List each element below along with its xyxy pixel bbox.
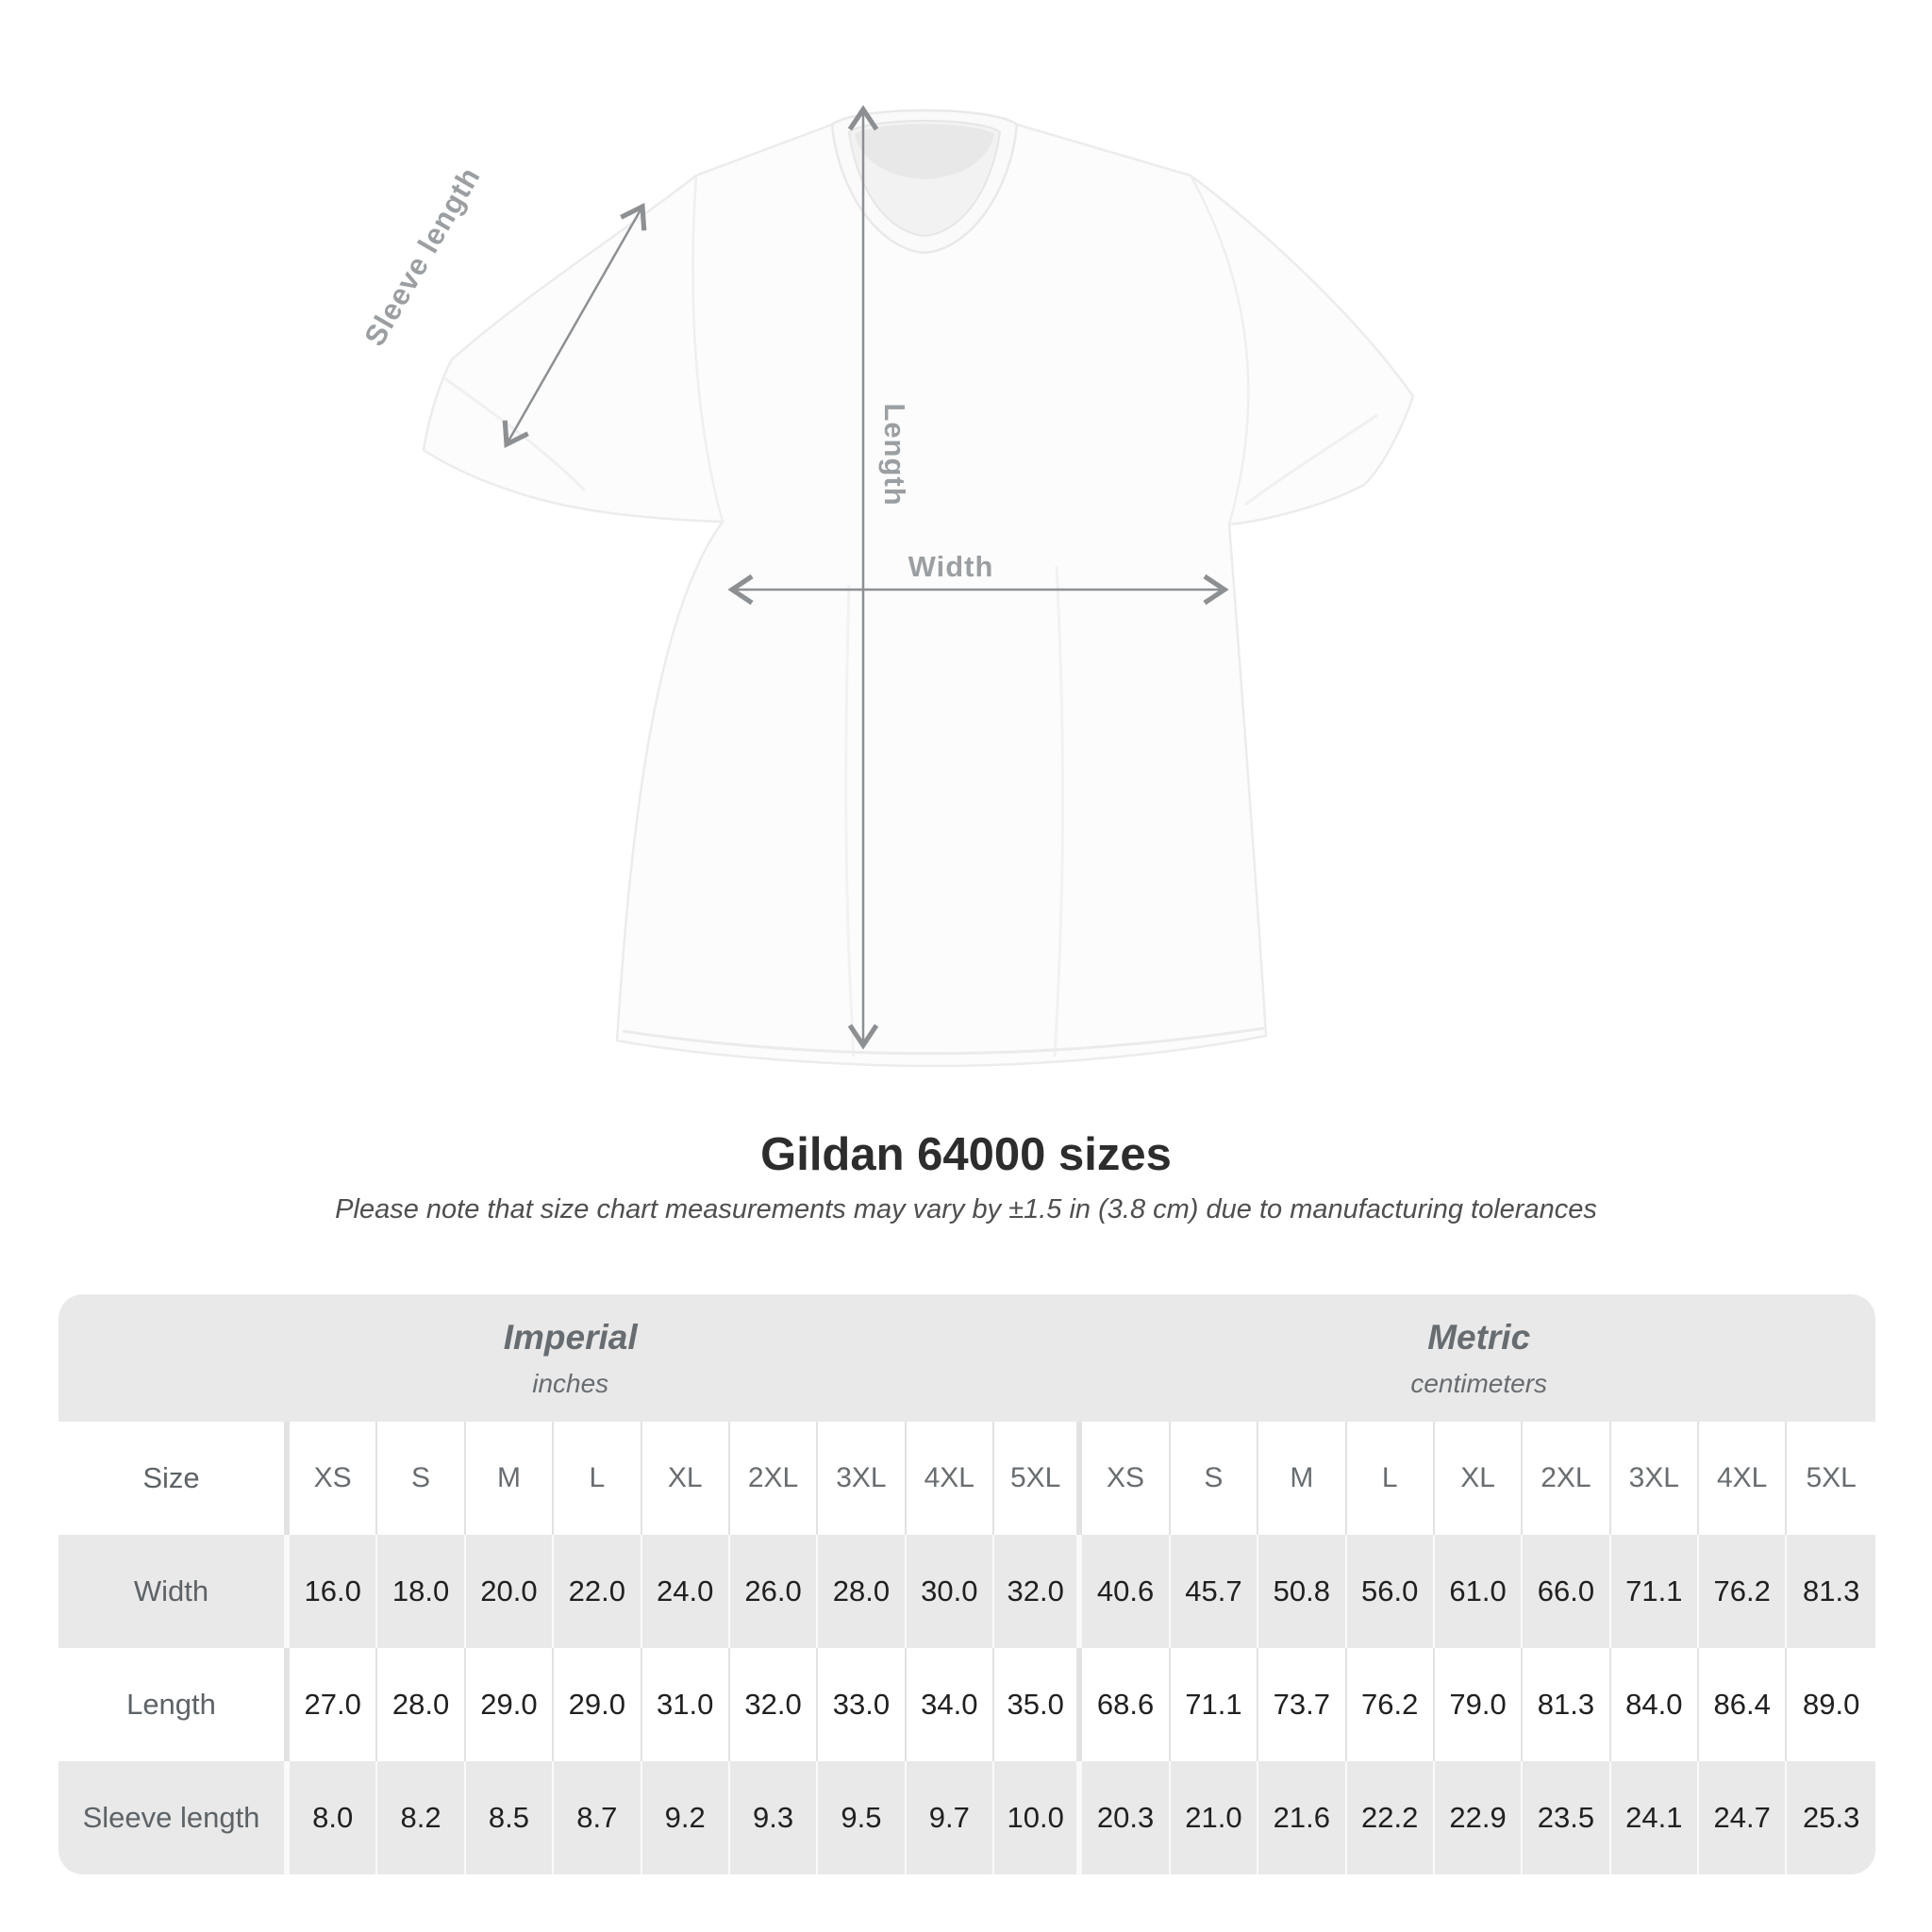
value-cell: 84.0 (1611, 1648, 1699, 1761)
group-unit: inches (532, 1368, 609, 1398)
value-cell: 40.6 (1082, 1535, 1170, 1648)
imperial-group-header (58, 1294, 1082, 1422)
sleeve-length-label: Sleeve length (358, 160, 487, 352)
value-cell: 81.3 (1523, 1648, 1610, 1761)
size-header-metric-s: S (1171, 1422, 1258, 1535)
size-header-imperial-l: L (554, 1422, 641, 1535)
value-cell: 21.0 (1171, 1761, 1258, 1874)
size-header-imperial-5xl: 5XL (994, 1422, 1082, 1535)
tolerance-note: Please note that size chart measurements may vary by ±1.5 in (3.8 cm) due to manufacturing tolerances (335, 1194, 1597, 1224)
metric-group-header (1082, 1294, 1875, 1422)
value-cell: 28.0 (818, 1535, 906, 1648)
value-cell: 8.7 (554, 1761, 641, 1874)
value-cell: 32.0 (994, 1535, 1082, 1648)
size-header-metric-5xl: 5XL (1787, 1422, 1875, 1535)
size-column-header: Size (58, 1422, 290, 1535)
value-cell: 68.6 (1082, 1648, 1170, 1761)
value-cell: 20.3 (1082, 1761, 1170, 1874)
group-title: Metric (1427, 1317, 1531, 1357)
size-header-metric-3xl: 3XL (1611, 1422, 1699, 1535)
value-cell: 22.0 (554, 1535, 641, 1648)
size-header-metric-4xl: 4XL (1699, 1422, 1787, 1535)
unit-group-row (58, 1294, 1875, 1422)
size-header-imperial-m: M (466, 1422, 554, 1535)
value-cell: 9.7 (907, 1761, 994, 1874)
value-cell: 32.0 (730, 1648, 818, 1761)
value-cell: 25.3 (1787, 1761, 1875, 1874)
value-cell: 20.0 (466, 1535, 554, 1648)
value-cell: 23.5 (1523, 1761, 1610, 1874)
value-cell: 29.0 (466, 1648, 554, 1761)
value-cell: 26.0 (730, 1535, 818, 1648)
value-cell: 76.2 (1347, 1648, 1435, 1761)
row-label: Width (58, 1535, 290, 1648)
size-header-imperial-4xl: 4XL (907, 1422, 994, 1535)
value-cell: 22.9 (1435, 1761, 1523, 1874)
width-label: Width (908, 550, 994, 583)
row-label: Sleeve length (58, 1761, 290, 1874)
value-cell: 21.6 (1258, 1761, 1346, 1874)
table-row (58, 1648, 1875, 1761)
value-cell: 86.4 (1699, 1648, 1787, 1761)
value-cell: 56.0 (1347, 1535, 1435, 1648)
value-cell: 9.5 (818, 1761, 906, 1874)
value-cell: 30.0 (907, 1535, 994, 1648)
size-header-row (58, 1422, 1875, 1535)
value-cell: 81.3 (1787, 1535, 1875, 1648)
value-cell: 8.5 (466, 1761, 554, 1874)
value-cell: 61.0 (1435, 1535, 1523, 1648)
value-cell: 24.1 (1611, 1761, 1699, 1874)
size-header-imperial-xs: XS (290, 1422, 377, 1535)
value-cell: 45.7 (1171, 1535, 1258, 1648)
value-cell: 76.2 (1699, 1535, 1787, 1648)
size-header-imperial-2xl: 2XL (730, 1422, 818, 1535)
size-table (58, 1294, 1875, 1874)
value-cell: 9.2 (642, 1761, 730, 1874)
length-label: Length (878, 403, 911, 507)
size-header-imperial-xl: XL (642, 1422, 730, 1535)
size-header-metric-xs: XS (1082, 1422, 1170, 1535)
value-cell: 35.0 (994, 1648, 1082, 1761)
page-title: Gildan 64000 sizes (760, 1129, 1172, 1180)
value-cell: 10.0 (994, 1761, 1082, 1874)
value-cell: 28.0 (377, 1648, 465, 1761)
value-cell: 8.2 (377, 1761, 465, 1874)
value-cell: 24.7 (1699, 1761, 1787, 1874)
table-row (58, 1535, 1875, 1648)
size-header-metric-2xl: 2XL (1523, 1422, 1610, 1535)
table-row (58, 1761, 1875, 1874)
value-cell: 18.0 (377, 1535, 465, 1648)
size-header-metric-xl: XL (1435, 1422, 1523, 1535)
size-header-metric-m: M (1258, 1422, 1346, 1535)
group-unit: centimeters (1410, 1368, 1548, 1398)
value-cell: 27.0 (290, 1648, 377, 1761)
value-cell: 24.0 (642, 1535, 730, 1648)
value-cell: 79.0 (1435, 1648, 1523, 1761)
size-header-imperial-3xl: 3XL (818, 1422, 906, 1535)
value-cell: 71.1 (1171, 1648, 1258, 1761)
value-cell: 89.0 (1787, 1648, 1875, 1761)
group-title: Imperial (503, 1317, 638, 1357)
size-header-metric-l: L (1347, 1422, 1435, 1535)
size-header-imperial-s: S (377, 1422, 465, 1535)
value-cell: 22.2 (1347, 1761, 1435, 1874)
value-cell: 9.3 (730, 1761, 818, 1874)
value-cell: 50.8 (1258, 1535, 1346, 1648)
value-cell: 33.0 (818, 1648, 906, 1761)
value-cell: 71.1 (1611, 1535, 1699, 1648)
size-table-body (58, 1294, 1875, 1874)
value-cell: 34.0 (907, 1648, 994, 1761)
value-cell: 31.0 (642, 1648, 730, 1761)
value-cell: 8.0 (290, 1761, 377, 1874)
value-cell: 66.0 (1523, 1535, 1610, 1648)
value-cell: 73.7 (1258, 1648, 1346, 1761)
size-table-table (58, 1294, 1875, 1874)
value-cell: 16.0 (290, 1535, 377, 1648)
value-cell: 29.0 (554, 1648, 641, 1761)
row-label: Length (58, 1648, 290, 1761)
